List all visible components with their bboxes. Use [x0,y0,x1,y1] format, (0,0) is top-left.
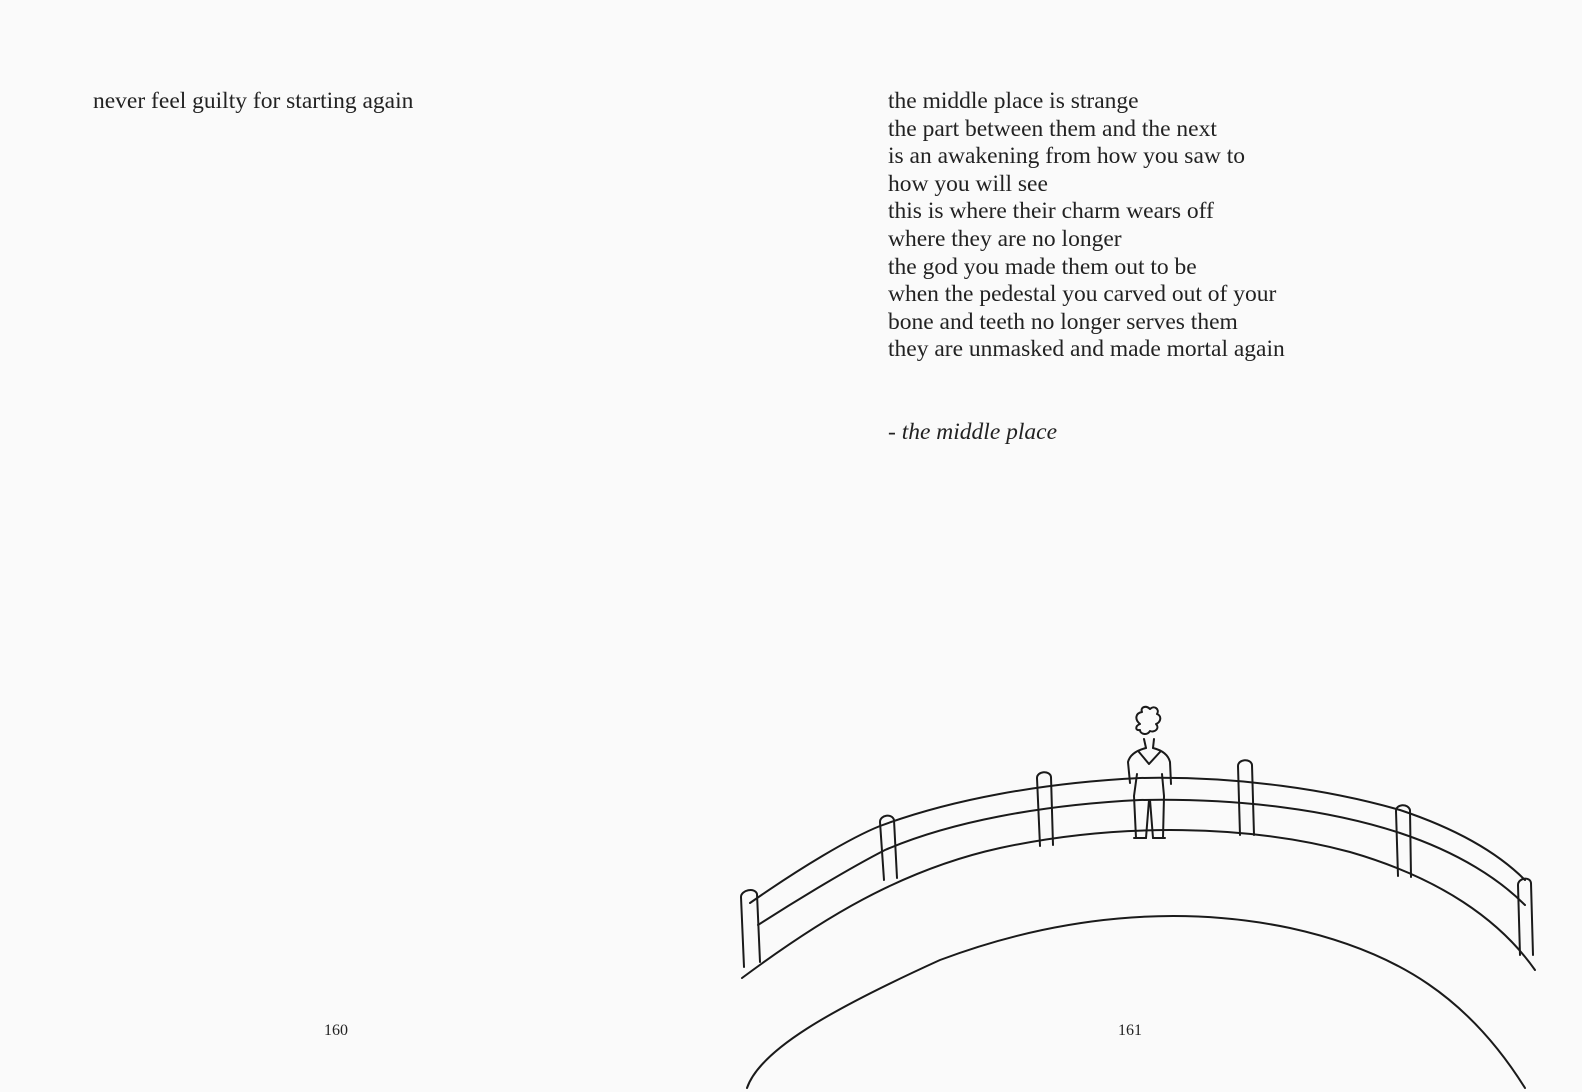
title-dash: - [888,419,902,445]
poem-line: they are unmasked and made mortal again [888,336,1285,363]
right-page [791,0,1582,1092]
page-number: 161 [1118,1022,1142,1039]
poem-line: this is where their charm wears off [888,198,1214,225]
right-poem [888,88,1285,364]
poem-line: the part between them and the next [888,115,1217,142]
poem-line: is an awakening from how you saw to [888,143,1245,170]
title-text: the middle place [901,419,1058,445]
poem-line: the middle place is strange [888,88,1139,114]
poem-line: when the pedestal you carved out of your [888,281,1277,308]
poem-line: how you will see [888,170,1048,197]
poem-line: bone and teeth no longer serves them [888,308,1238,335]
poem-line: the god you made them out to be [888,253,1197,280]
left-poem [93,88,413,116]
poem-title [888,419,1057,447]
poem-line: never feel guilty for starting again [93,88,414,114]
poem-line: where they are no longer [888,225,1122,252]
page-number: 160 [324,1022,348,1039]
